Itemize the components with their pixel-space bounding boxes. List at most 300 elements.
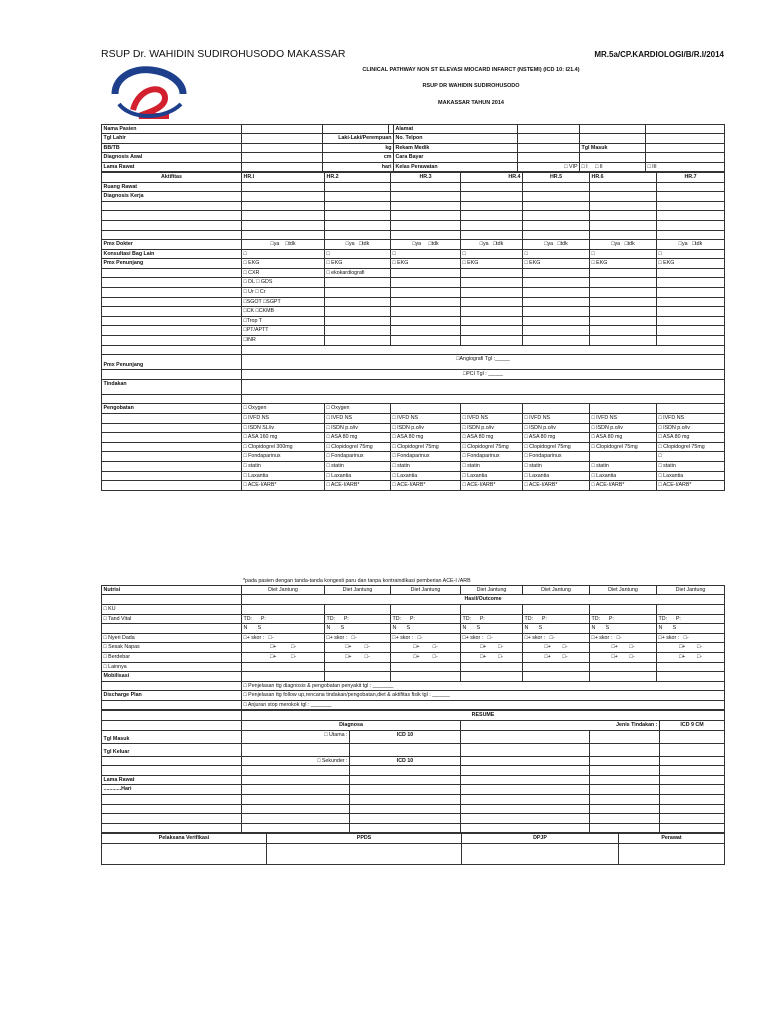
- form-input-cell[interactable]: [391, 307, 461, 317]
- form-input-cell[interactable]: [325, 672, 391, 682]
- form-input-cell[interactable]: [461, 662, 523, 672]
- form-input-cell[interactable]: [461, 743, 590, 756]
- form-input-cell[interactable]: [242, 211, 325, 221]
- form-input-cell[interactable]: [523, 672, 590, 682]
- checkbox-option[interactable]: □+: [413, 644, 420, 651]
- form-input-cell[interactable]: [102, 326, 242, 336]
- form-input-cell[interactable]: [660, 766, 725, 776]
- form-cell[interactable]: □ EKG: [590, 259, 657, 269]
- form-input-cell[interactable]: [657, 192, 725, 202]
- form-input-cell[interactable]: [242, 624, 325, 634]
- form-input-cell[interactable]: [350, 743, 461, 756]
- checkbox-option[interactable]: □-: [291, 644, 296, 651]
- checkbox-option[interactable]: □+ skor :: [392, 634, 414, 641]
- form-cell[interactable]: □ statin: [461, 461, 523, 471]
- form-input-cell[interactable]: [102, 721, 242, 731]
- form-cell[interactable]: □: [325, 249, 391, 259]
- form-cell[interactable]: □ IVFD NS: [590, 414, 657, 424]
- form-input-cell[interactable]: [590, 814, 660, 824]
- form-cell[interactable]: □Angiografi Tgl :_____: [242, 355, 725, 370]
- form-input-cell[interactable]: [325, 182, 391, 192]
- form-input-cell[interactable]: [590, 766, 660, 776]
- form-input-cell[interactable]: [242, 814, 350, 824]
- form-input-cell[interactable]: [657, 624, 725, 634]
- form-input-cell[interactable]: [657, 316, 725, 326]
- form-input-cell[interactable]: [461, 785, 590, 795]
- form-cell[interactable]: □ Laxantia: [325, 471, 391, 481]
- form-input-cell[interactable]: [391, 672, 461, 682]
- form-input-cell[interactable]: [242, 823, 350, 833]
- checkbox-option[interactable]: □-: [683, 634, 689, 641]
- form-input-cell[interactable]: [350, 823, 461, 833]
- checkbox-option[interactable]: □+: [544, 644, 551, 651]
- sign-box-1[interactable]: [102, 843, 267, 864]
- form-input-cell[interactable]: [523, 307, 590, 317]
- form-input-cell[interactable]: [461, 336, 523, 346]
- form-input-cell[interactable]: [242, 633, 325, 643]
- form-input-cell[interactable]: [325, 278, 391, 288]
- form-cell[interactable]: □ ASA 160 mg: [242, 433, 325, 443]
- form-input-cell[interactable]: [657, 404, 725, 414]
- checkbox-option[interactable]: □+: [611, 653, 618, 660]
- checkbox-option[interactable]: □-: [291, 653, 296, 660]
- form-input-cell[interactable]: [325, 211, 391, 221]
- form-input-cell[interactable]: [461, 240, 523, 250]
- form-input-cell[interactable]: [657, 230, 725, 240]
- form-input-cell[interactable]: [518, 125, 580, 134]
- form-cell[interactable]: □ IVFD NS: [657, 414, 725, 424]
- form-input-cell[interactable]: [657, 182, 725, 192]
- form-input-cell[interactable]: [102, 278, 242, 288]
- checkbox-option[interactable]: □-: [697, 653, 703, 660]
- form-cell[interactable]: □PT/APTT: [242, 326, 325, 336]
- form-input-cell[interactable]: [461, 297, 523, 307]
- form-input-cell[interactable]: [102, 370, 242, 380]
- form-cell[interactable]: □ Clopidogrel 75mg: [391, 442, 461, 452]
- form-input-cell[interactable]: [657, 336, 725, 346]
- form-input-cell[interactable]: [660, 756, 725, 766]
- checkbox-option[interactable]: □-: [498, 644, 504, 651]
- sign-box-3[interactable]: [462, 843, 619, 864]
- checkbox-option[interactable]: □tdk: [557, 241, 568, 248]
- form-input-cell[interactable]: [102, 394, 242, 404]
- form-input-cell[interactable]: [461, 278, 523, 288]
- checkbox-option[interactable]: □+ skor :: [462, 634, 484, 641]
- form-input-cell[interactable]: [461, 307, 523, 317]
- form-cell[interactable]: □ Berdebar: [102, 652, 242, 662]
- form-input-cell[interactable]: [461, 182, 523, 192]
- form-input-cell[interactable]: [325, 326, 391, 336]
- form-input-cell[interactable]: [461, 823, 590, 833]
- form-input-cell[interactable]: [242, 804, 350, 814]
- checkbox-option[interactable]: □+ skor :: [243, 634, 265, 641]
- form-input-cell[interactable]: [350, 814, 461, 824]
- form-input-cell[interactable]: [102, 481, 242, 491]
- form-input-cell[interactable]: [523, 662, 590, 672]
- checkbox-option[interactable]: □-: [562, 644, 568, 651]
- form-input-cell[interactable]: [391, 297, 461, 307]
- form-input-cell[interactable]: [391, 604, 461, 614]
- form-input-cell[interactable]: [391, 192, 461, 202]
- form-cell[interactable]: □ ISDN p.o/iv: [590, 423, 657, 433]
- form-input-cell[interactable]: [580, 125, 646, 134]
- form-input-cell[interactable]: [242, 643, 325, 653]
- sign-box-4[interactable]: [619, 843, 725, 864]
- form-input-cell[interactable]: [391, 662, 461, 672]
- form-cell[interactable]: □ ISDN SL/iv: [242, 423, 325, 433]
- form-input-cell[interactable]: [660, 795, 725, 805]
- form-input-cell[interactable]: [590, 230, 657, 240]
- form-input-cell[interactable]: [391, 316, 461, 326]
- form-cell[interactable]: □CK □CKMB: [242, 307, 325, 317]
- form-input-cell[interactable]: [242, 153, 323, 162]
- form-input-cell[interactable]: [242, 379, 725, 394]
- form-cell[interactable]: □ ASA 80 mg: [391, 433, 461, 443]
- form-input-cell[interactable]: [325, 288, 391, 298]
- form-input-cell[interactable]: [523, 230, 590, 240]
- form-input-cell[interactable]: [102, 766, 242, 776]
- form-cell[interactable]: □: [523, 249, 590, 259]
- form-cell[interactable]: □ Laxantia: [391, 471, 461, 481]
- form-cell[interactable]: □ statin: [242, 461, 325, 471]
- form-cell[interactable]: □ Oxygen: [242, 404, 325, 414]
- form-cell[interactable]: □ Fondaparinux: [391, 452, 461, 462]
- form-input-cell[interactable]: [350, 795, 461, 805]
- form-cell[interactable]: □ Laxantia: [242, 471, 325, 481]
- form-cell[interactable]: □ ISDN p.o/iv: [657, 423, 725, 433]
- form-input-cell[interactable]: [461, 288, 523, 298]
- form-input-cell[interactable]: [242, 240, 325, 250]
- checkbox-option[interactable]: □-: [432, 644, 438, 651]
- form-cell[interactable]: □ Laxantia: [461, 471, 523, 481]
- form-input-cell[interactable]: [590, 756, 660, 766]
- form-cell[interactable]: □ ASA 80 mg: [590, 433, 657, 443]
- form-cell[interactable]: □ IVFD NS: [523, 414, 590, 424]
- form-cell[interactable]: □ Laxantia: [657, 471, 725, 481]
- form-input-cell[interactable]: [523, 297, 590, 307]
- form-input-cell[interactable]: [242, 192, 325, 202]
- form-input-cell[interactable]: [391, 240, 461, 250]
- form-input-cell[interactable]: [242, 134, 323, 143]
- form-input-cell[interactable]: [325, 662, 391, 672]
- checkbox-option[interactable]: □tdk: [358, 241, 370, 248]
- form-input-cell[interactable]: [523, 633, 590, 643]
- form-input-cell[interactable]: [391, 404, 461, 414]
- form-input-cell[interactable]: [391, 614, 461, 624]
- form-input-cell[interactable]: [242, 604, 325, 614]
- form-cell[interactable]: □ ACE-I/ARB*: [523, 481, 590, 491]
- form-input-cell[interactable]: [590, 307, 657, 317]
- form-cell[interactable]: □ IVFD NS: [461, 414, 523, 424]
- form-cell[interactable]: □ Clopidogrel 75mg: [657, 442, 725, 452]
- checkbox-option[interactable]: □+: [678, 653, 686, 660]
- form-cell[interactable]: □: [657, 249, 725, 259]
- form-input-cell[interactable]: [646, 162, 725, 171]
- form-input-cell[interactable]: [102, 414, 242, 424]
- form-input-cell[interactable]: [657, 268, 725, 278]
- form-input-cell[interactable]: [590, 662, 657, 672]
- form-input-cell[interactable]: [391, 624, 461, 634]
- form-input-cell[interactable]: [325, 633, 391, 643]
- form-cell[interactable]: □ Laxantia: [590, 471, 657, 481]
- form-input-cell[interactable]: [590, 211, 657, 221]
- form-input-cell[interactable]: [325, 220, 391, 230]
- form-cell[interactable]: □ IVFD NS: [325, 414, 391, 424]
- form-input-cell[interactable]: [461, 268, 523, 278]
- form-input-cell[interactable]: [523, 604, 590, 614]
- checkbox-option[interactable]: □-: [697, 644, 703, 651]
- form-input-cell[interactable]: [350, 804, 461, 814]
- form-input-cell[interactable]: [242, 220, 325, 230]
- form-input-cell[interactable]: [102, 442, 242, 452]
- form-input-cell[interactable]: [646, 143, 725, 152]
- form-input-cell[interactable]: [102, 461, 242, 471]
- form-cell[interactable]: □ Lainnya: [102, 662, 242, 672]
- form-input-cell[interactable]: [242, 672, 325, 682]
- form-input-cell[interactable]: [461, 775, 590, 785]
- form-cell[interactable]: □ Penjelasan ttg follow up,rencana tindakan/pengobatan,diet & aktifitas fisik tgl : ______: [242, 691, 725, 701]
- form-input-cell[interactable]: [102, 288, 242, 298]
- form-input-cell[interactable]: [102, 345, 242, 355]
- form-input-cell[interactable]: [461, 624, 523, 634]
- form-input-cell[interactable]: [102, 756, 242, 766]
- form-cell[interactable]: □ ACE-I/ARB*: [391, 481, 461, 491]
- form-input-cell[interactable]: [325, 624, 391, 634]
- form-input-cell[interactable]: [391, 326, 461, 336]
- form-input-cell[interactable]: [518, 143, 580, 152]
- form-input-cell[interactable]: [523, 288, 590, 298]
- form-input-cell[interactable]: [590, 652, 657, 662]
- form-input-cell[interactable]: [102, 423, 242, 433]
- form-input-cell[interactable]: [242, 795, 350, 805]
- form-input-cell[interactable]: [461, 201, 523, 211]
- checkbox-option[interactable]: □+ skor :: [591, 634, 613, 641]
- checkbox-option[interactable]: □+: [345, 644, 352, 651]
- form-input-cell[interactable]: [590, 182, 657, 192]
- form-cell[interactable]: □ Clopidogrel 75mg: [461, 442, 523, 452]
- form-input-cell[interactable]: [523, 316, 590, 326]
- form-input-cell[interactable]: [325, 192, 391, 202]
- form-input-cell[interactable]: [242, 230, 325, 240]
- form-input-cell[interactable]: [461, 672, 523, 682]
- form-cell[interactable]: □ Utama :: [242, 730, 350, 743]
- form-cell[interactable]: □ ISDN p.o/iv: [523, 423, 590, 433]
- checkbox-option[interactable]: □-: [629, 653, 635, 660]
- checkbox-option[interactable]: □+ skor :: [658, 634, 680, 641]
- form-input-cell[interactable]: [580, 162, 646, 171]
- form-input-cell[interactable]: [590, 278, 657, 288]
- checkbox-option[interactable]: □ya: [678, 241, 688, 248]
- form-input-cell[interactable]: [391, 633, 461, 643]
- checkbox-option[interactable]: □tdk: [492, 241, 504, 248]
- checkbox-option[interactable]: □+: [270, 653, 277, 660]
- form-cell[interactable]: □ Fondaparinux: [242, 452, 325, 462]
- form-input-cell[interactable]: [242, 182, 325, 192]
- form-input-cell[interactable]: [102, 804, 242, 814]
- form-input-cell[interactable]: [660, 823, 725, 833]
- checkbox-option[interactable]: □-: [629, 644, 635, 651]
- form-input-cell[interactable]: [590, 743, 660, 756]
- form-input-cell[interactable]: [590, 804, 660, 814]
- checkbox-option[interactable]: □ya: [412, 241, 422, 248]
- checkbox-option[interactable]: □+: [345, 653, 352, 660]
- form-input-cell[interactable]: [660, 814, 725, 824]
- form-input-cell[interactable]: [657, 643, 725, 653]
- form-cell[interactable]: □ Clopidogrel 300mg: [242, 442, 325, 452]
- form-input-cell[interactable]: [657, 307, 725, 317]
- form-cell[interactable]: □ EKG: [523, 259, 590, 269]
- form-input-cell[interactable]: [461, 220, 523, 230]
- form-input-cell[interactable]: [518, 134, 580, 143]
- form-cell[interactable]: □ statin: [325, 461, 391, 471]
- form-input-cell[interactable]: [325, 604, 391, 614]
- form-input-cell[interactable]: [590, 775, 660, 785]
- form-input-cell[interactable]: [242, 662, 325, 672]
- form-input-cell[interactable]: [461, 814, 590, 824]
- form-cell[interactable]: □ DL □ GDS: [242, 278, 325, 288]
- form-input-cell[interactable]: [242, 766, 350, 776]
- form-input-cell[interactable]: [461, 211, 523, 221]
- form-cell[interactable]: □ Ur □ Cr: [242, 288, 325, 298]
- checkbox-option[interactable]: □+: [479, 644, 487, 651]
- form-input-cell[interactable]: [590, 288, 657, 298]
- form-input-cell[interactable]: [242, 652, 325, 662]
- form-input-cell[interactable]: [646, 125, 725, 134]
- form-input-cell[interactable]: [657, 633, 725, 643]
- form-input-cell[interactable]: [242, 345, 725, 355]
- form-input-cell[interactable]: [325, 614, 391, 624]
- form-input-cell[interactable]: [523, 192, 590, 202]
- form-input-cell[interactable]: [523, 404, 590, 414]
- form-input-cell[interactable]: [391, 278, 461, 288]
- form-input-cell[interactable]: [325, 240, 391, 250]
- form-cell[interactable]: □ Fondaparinux: [325, 452, 391, 462]
- form-input-cell[interactable]: [590, 192, 657, 202]
- form-cell[interactable]: □ ASA 80 mg: [657, 433, 725, 443]
- form-input-cell[interactable]: [590, 326, 657, 336]
- checkbox-option[interactable]: □tdk: [428, 241, 439, 248]
- form-cell[interactable]: □ Clopidogrel 75mg: [523, 442, 590, 452]
- form-input-cell[interactable]: [325, 336, 391, 346]
- form-input-cell[interactable]: [523, 201, 590, 211]
- form-input-cell[interactable]: [590, 730, 660, 743]
- checkbox-option[interactable]: □+: [678, 644, 686, 651]
- form-input-cell[interactable]: [391, 336, 461, 346]
- checkbox-option[interactable]: □+: [270, 644, 277, 651]
- form-input-cell[interactable]: [590, 795, 660, 805]
- form-input-cell[interactable]: [660, 775, 725, 785]
- form-cell[interactable]: □SGOT □SGPT: [242, 297, 325, 307]
- form-input-cell[interactable]: [646, 134, 725, 143]
- checkbox-option[interactable]: □-: [487, 634, 493, 641]
- form-input-cell[interactable]: [102, 814, 242, 824]
- form-input-cell[interactable]: [523, 326, 590, 336]
- form-cell[interactable]: □ EKG: [391, 259, 461, 269]
- form-input-cell[interactable]: [461, 633, 523, 643]
- form-cell[interactable]: □PCI Tgl : _____: [242, 370, 725, 380]
- checkbox-option[interactable]: □tdk: [624, 241, 635, 248]
- form-input-cell[interactable]: [242, 775, 350, 785]
- form-cell[interactable]: □ statin: [657, 461, 725, 471]
- checkbox-option[interactable]: □-: [364, 644, 370, 651]
- form-input-cell[interactable]: [660, 804, 725, 814]
- form-input-cell[interactable]: [518, 153, 580, 162]
- form-cell[interactable]: □ ekokardiografi: [325, 268, 391, 278]
- form-cell[interactable]: □ Sekunder :: [242, 756, 350, 766]
- form-input-cell[interactable]: [590, 220, 657, 230]
- form-cell[interactable]: □Trop T: [242, 316, 325, 326]
- form-cell[interactable]: □ Tand Vital: [102, 614, 242, 624]
- form-cell[interactable]: □ ASA 80 mg: [523, 433, 590, 443]
- form-input-cell[interactable]: [461, 326, 523, 336]
- form-input-cell[interactable]: [590, 297, 657, 307]
- form-input-cell[interactable]: [657, 211, 725, 221]
- form-input-cell[interactable]: [657, 220, 725, 230]
- form-input-cell[interactable]: [590, 614, 657, 624]
- checkbox-option[interactable]: □-: [562, 653, 568, 660]
- form-input-cell[interactable]: [657, 201, 725, 211]
- form-input-cell[interactable]: [391, 652, 461, 662]
- form-input-cell[interactable]: [391, 288, 461, 298]
- form-cell[interactable]: □: [657, 452, 725, 462]
- form-input-cell[interactable]: [102, 471, 242, 481]
- form-input-cell[interactable]: [657, 326, 725, 336]
- form-input-cell[interactable]: [325, 297, 391, 307]
- checkbox-option[interactable]: □ya: [544, 241, 554, 248]
- form-input-cell[interactable]: [590, 452, 657, 462]
- form-input-cell[interactable]: [391, 201, 461, 211]
- form-input-cell[interactable]: [657, 672, 725, 682]
- form-cell[interactable]: □: [242, 249, 325, 259]
- form-input-cell[interactable]: [590, 316, 657, 326]
- form-input-cell[interactable]: [391, 230, 461, 240]
- form-input-cell[interactable]: [590, 624, 657, 634]
- form-cell[interactable]: □ ACE-I/ARB*: [242, 481, 325, 491]
- form-cell[interactable]: □ Oxygen: [325, 404, 391, 414]
- form-input-cell[interactable]: [102, 211, 242, 221]
- form-input-cell[interactable]: [391, 268, 461, 278]
- form-cell[interactable]: □ Sesak Napas: [102, 643, 242, 653]
- checkbox-option[interactable]: □+ skor :: [524, 634, 546, 641]
- form-input-cell[interactable]: [461, 652, 523, 662]
- form-cell[interactable]: □ ACE-I/ARB*: [325, 481, 391, 491]
- form-input-cell[interactable]: [242, 162, 323, 171]
- form-input-cell[interactable]: [102, 307, 242, 317]
- form-input-cell[interactable]: [102, 624, 242, 634]
- form-input-cell[interactable]: [657, 604, 725, 614]
- form-cell[interactable]: □ EKG: [461, 259, 523, 269]
- form-input-cell[interactable]: [523, 182, 590, 192]
- form-input-cell[interactable]: [242, 201, 325, 211]
- checkbox-option[interactable]: □ya: [345, 241, 355, 248]
- form-input-cell[interactable]: [590, 604, 657, 614]
- form-input-cell[interactable]: [102, 795, 242, 805]
- form-input-cell[interactable]: [590, 404, 657, 414]
- form-input-cell[interactable]: [590, 643, 657, 653]
- checkbox-option[interactable]: □ya: [611, 241, 621, 248]
- form-input-cell[interactable]: [102, 268, 242, 278]
- form-input-cell[interactable]: [325, 652, 391, 662]
- form-input-cell[interactable]: [102, 823, 242, 833]
- form-input-cell[interactable]: [391, 211, 461, 221]
- checkbox-option[interactable]: □-: [432, 653, 438, 660]
- form-input-cell[interactable]: [461, 230, 523, 240]
- form-input-cell[interactable]: [461, 316, 523, 326]
- form-input-cell[interactable]: [523, 268, 590, 278]
- form-input-cell[interactable]: [657, 297, 725, 307]
- form-cell[interactable]: □ Laxantia: [523, 471, 590, 481]
- form-cell[interactable]: □ ISDN p.o/iv: [325, 423, 391, 433]
